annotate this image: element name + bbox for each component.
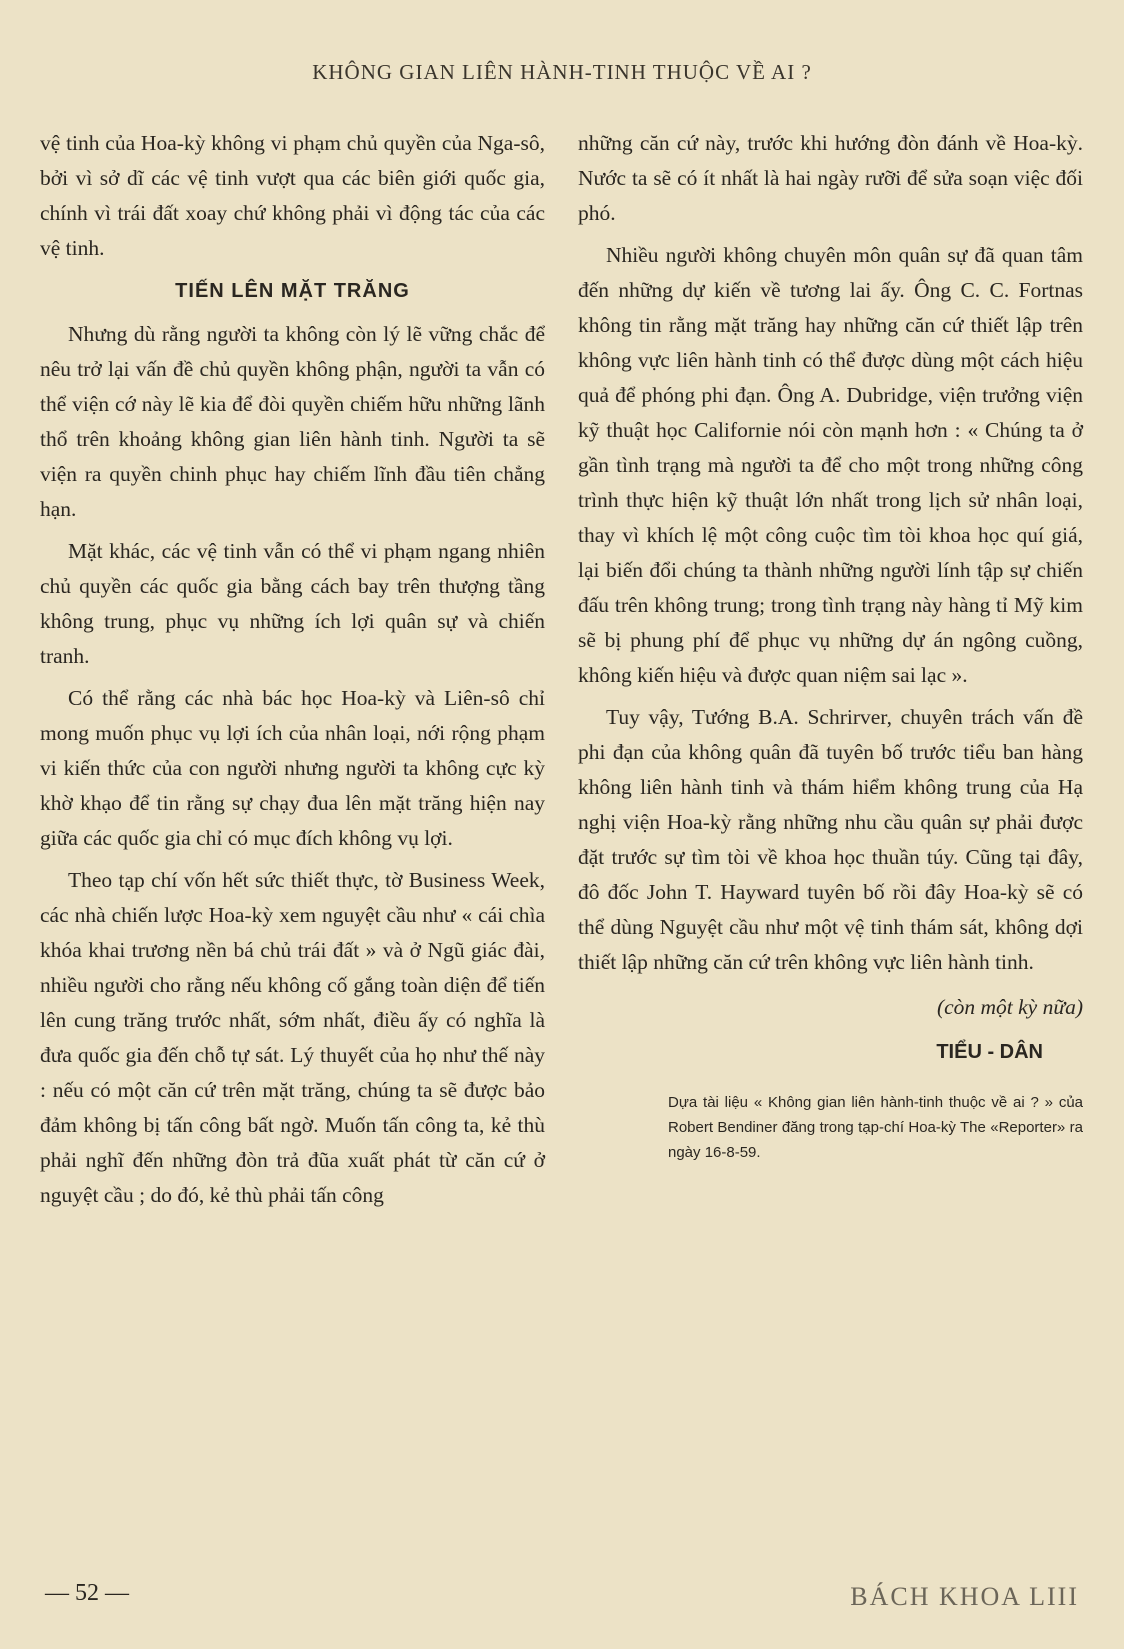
continued-note: (còn một kỳ nữa) — [936, 995, 1083, 1019]
source-note: Dựa tài liệu « Không gian liên hành-tinh thuộc về ai ? » của Robert Bendiner đăng trong tạp-chí Hoa-kỳ The «Reporter» ra ngày 16-8-59. — [668, 1094, 1083, 1161]
right-column — [578, 126, 1083, 1165]
left-column — [40, 126, 545, 1220]
running-head: KHÔNG GIAN LIÊN HÀNH-TINH THUỘC VỀ AI ? — [312, 60, 812, 84]
paragraph: Có thể rằng các nhà bác học Hoa-kỳ và Liên-sô chỉ mong muốn phục vụ lợi ích của nhân loại, nới rộng phạm vi kiến thức của con người nhưng người ta không cực kỳ khờ khạo để tin rằng sự chạy đua lên mặt trăng hiện nay giữa các quốc gia chỉ có mục đích không vụ lợi. — [40, 686, 545, 850]
section-heading: TIẾN LÊN MẶT TRĂNG — [175, 280, 410, 302]
paragraph: Nhiều người không chuyên môn quân sự đã quan tâm đến những dự kiến về tương lai ấy. Ông C. C. Fortnas không tin rằng mặt trăng hay những căn cứ thiết lập trên không vực liên hành tinh có thể được dùng một cách hiệu quả để phóng phi đạn. Ông A. Dubridge, viện trưởng viện kỹ thuật học Californie nói còn mạnh hơn : « Chúng ta ở gần tình trạng mà người ta để cho một trong những công trình thực hiện kỹ thuật lớn nhất trong lịch sử nhân loại, thay vì khích lệ một công cuộc tìm tòi khoa học quí giá, lại biến đổi chúng ta thành những người lính tập sự chiến đấu trên không trung; trong tình trạng này hàng tỉ Mỹ kim sẽ bị phung phí để phục vụ những dự án ngông cuồng, không kiến hiệu và được quan niệm sai lạc ». — [578, 243, 1083, 687]
paragraph: Theo tạp chí vốn hết sức thiết thực, tờ Business Week, các nhà chiến lược Hoa-kỳ xem nguyệt cầu như « cái chìa khóa khai trương nền bá chủ trái đất » và ở Ngũ giác đài, nhiều người cho rằng nếu không cố gắng toàn diện để tiến lên cung trăng trước nhất, sớm nhất, điều ấy có nghĩa là đưa quốc gia đến chỗ tự sát. Lý thuyết của họ như thế này : nếu có một căn cứ trên mặt trăng, chúng ta sẽ được bảo đảm không bị tấn công bất ngờ. Muốn tấn công ta, kẻ thù phải nghĩ đến những đòn trả đũa xuất phát từ căn cứ ở nguyệt cầu ; do đó, kẻ thù phải tấn công — [40, 868, 545, 1207]
paragraph: Nhưng dù rằng người ta không còn lý lẽ vững chắc để nêu trở lại vấn đề chủ quyền không phận, người ta vẫn có thể viện cớ này lẽ kia để đòi quyền chiếm hữu những lãnh thổ trên khoảng không gian liên hành tinh. Người ta sẽ viện ra quyền chinh phục hay chiếm lĩnh đầu tiên chẳng hạn. — [40, 322, 545, 521]
paragraph: những căn cứ này, trước khi hướng đòn đánh về Hoa-kỳ. Nước ta sẽ có ít nhất là hai ngày rưỡi để sửa soạn việc đối phó. — [578, 131, 1083, 225]
author-name: TIỂU - DÂN — [936, 1041, 1043, 1063]
magazine-title: BÁCH KHOA LIII — [850, 1582, 1079, 1611]
page-number: — 52 — — [45, 1580, 129, 1606]
paragraph: vệ tinh của Hoa-kỳ không vi phạm chủ quyền của Nga-sô, bởi vì sở dĩ các vệ tinh vượt qua các biên giới quốc gia, chính vì trái đất xoay chứ không phải vì động tác của các vệ tinh. — [40, 131, 545, 260]
paragraph: Tuy vậy, Tướng B.A. Schrirver, chuyên trách vấn đề phi đạn của không quân đã tuyên bố trước tiểu ban hàng không liên hành tinh và thám hiểm không trung của Hạ nghị viện Hoa-kỳ rằng những nhu cầu quân sự phải được đặt trước sự tìm tòi về khoa học thuần túy. Cũng tại đây, đô đốc John T. Hayward tuyên bố rồi đây Hoa-kỳ sẽ có thể dùng Nguyệt cầu như một vệ tinh thám sát, không dợi thiết lập những căn cứ trên không vực liên hành tinh. — [578, 705, 1083, 974]
paragraph: Mặt khác, các vệ tinh vẫn có thể vi phạm ngang nhiên chủ quyền các quốc gia bằng cách bay trên thượng tầng không trung, phục vụ những ích lợi quân sự và chiến tranh. — [40, 539, 545, 668]
